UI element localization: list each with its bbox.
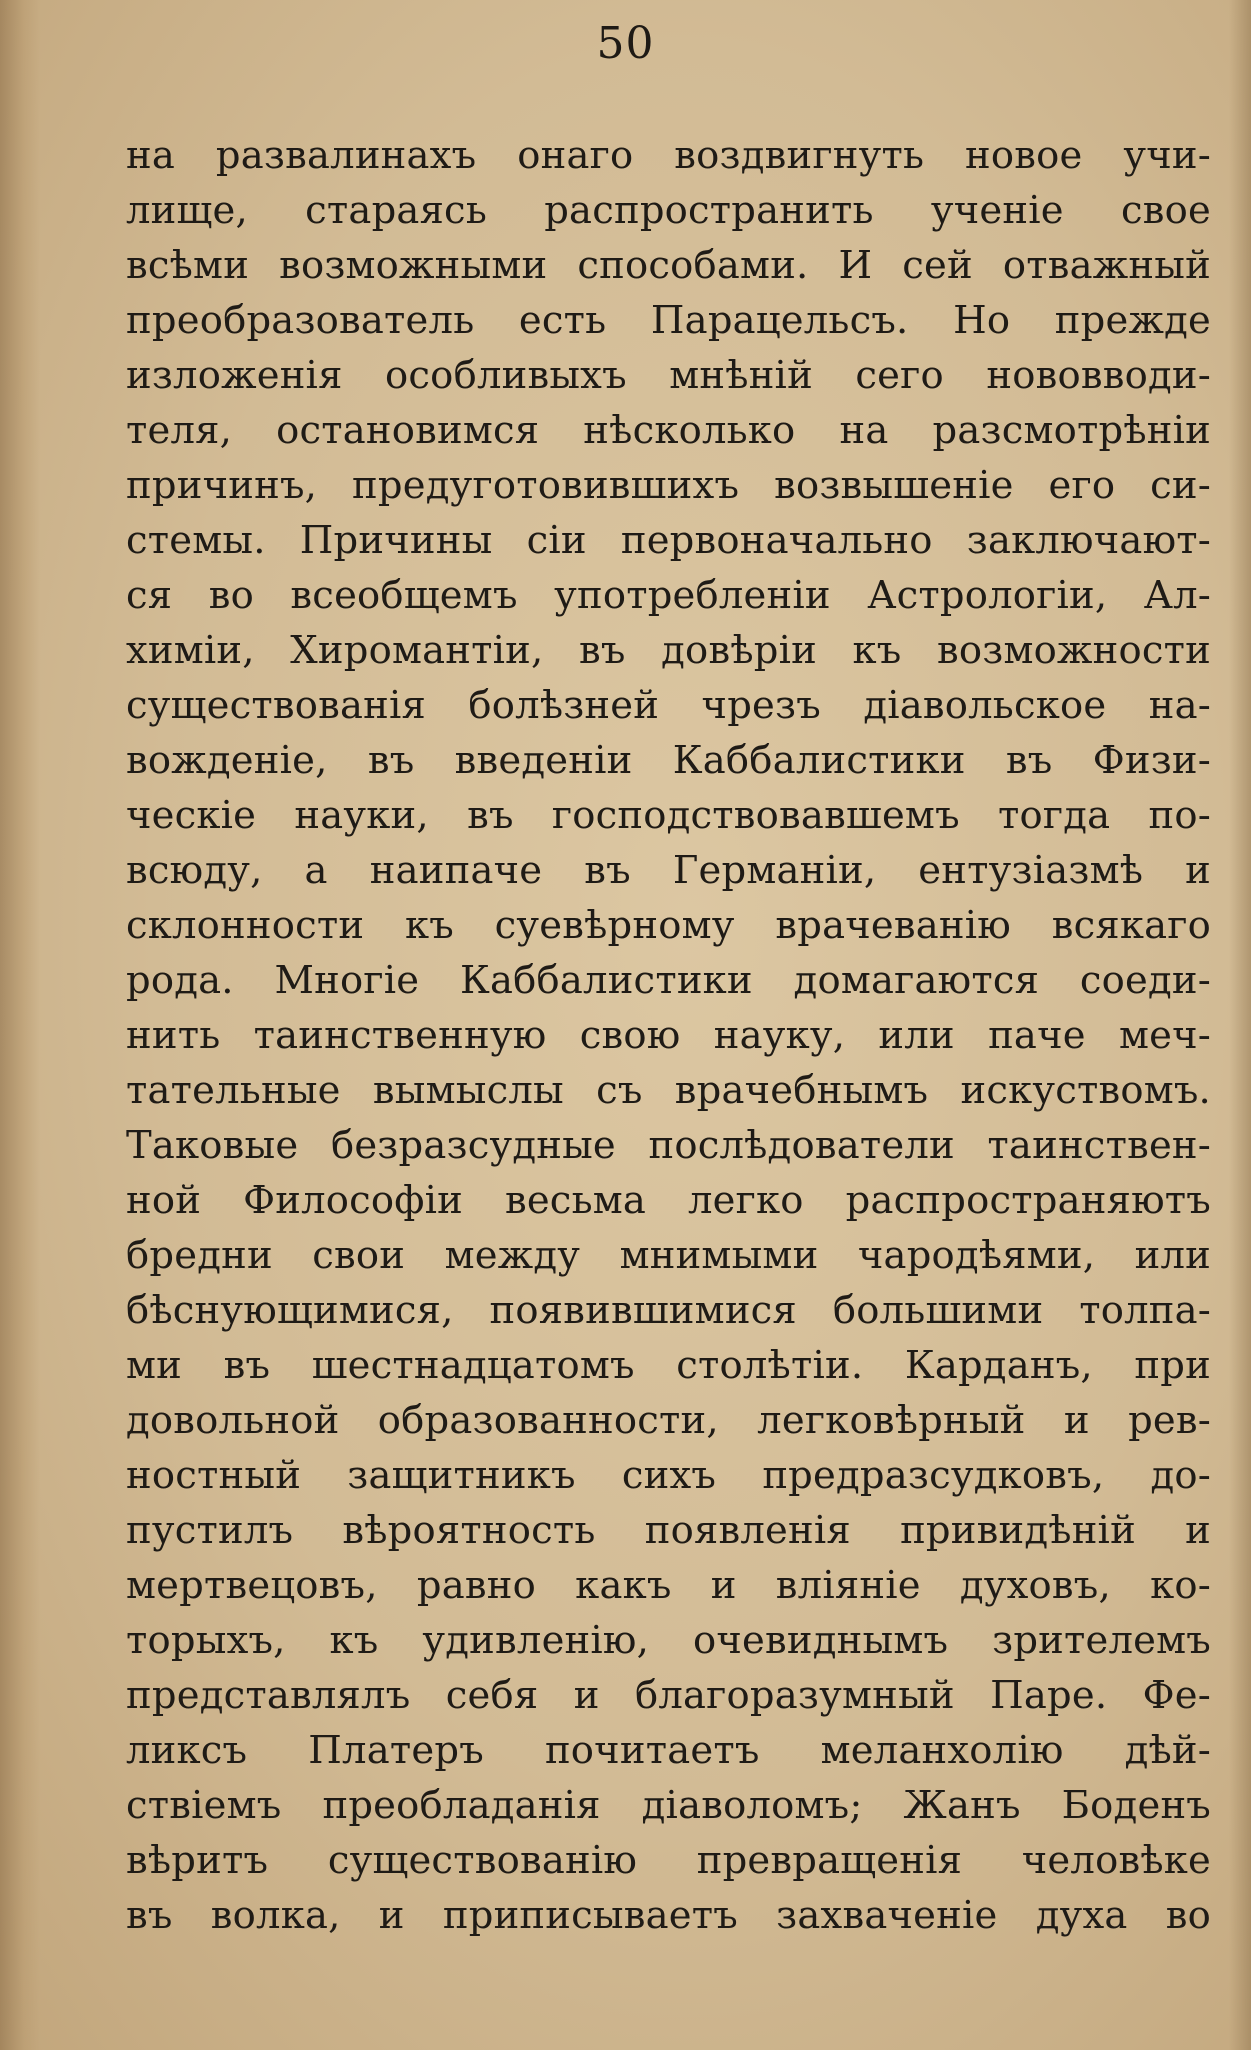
text-line: всюду, а наипаче въ Германіи, ентузіазмѣ и <box>126 848 1211 893</box>
text-line: причинъ, предуготовившихъ возвышеніе его си- <box>126 463 1211 508</box>
text-line: вожденіе, въ введеніи Каббалистики въ Физи- <box>126 738 1211 783</box>
text-line: Таковые безразсудные послѣдователи таинствен- <box>126 1123 1211 1168</box>
text-line: ностный защитникъ сихъ предразсудковъ, до- <box>126 1453 1211 1498</box>
text-line: въ волка, и приписываетъ захваченіе духа во <box>126 1893 1211 1938</box>
page-left-edge-shadow <box>0 0 40 2050</box>
text-line: существованія болѣзней чрезъ діавольское на- <box>126 683 1211 728</box>
text-line: химіи, Хиромантіи, въ довѣріи къ возможности <box>126 628 1211 673</box>
text-line: теля, остановимся нѣсколько на разсмотрѣніи <box>126 408 1211 453</box>
text-line: стемы. Причины сіи первоначально заключают- <box>126 518 1211 563</box>
text-line: рода. Многіе Каббалистики домагаются соеди- <box>126 958 1211 1003</box>
text-line: лище, стараясь распространить ученіе свое <box>126 188 1211 233</box>
text-line: представлялъ себя и благоразумный Паре. Фе- <box>126 1673 1211 1718</box>
page-right-edge-shadow <box>1229 0 1251 2050</box>
text-line: изложенія особливыхъ мнѣній сего нововводи- <box>126 353 1211 398</box>
text-line: торыхъ, къ удивленію, очевиднымъ зрителемъ <box>126 1618 1211 1663</box>
text-line: бѣснующимися, появившимися большими толпа- <box>126 1288 1211 1333</box>
text-line: ствіемъ преобладанія діаволомъ; Жанъ Боденъ <box>126 1783 1211 1828</box>
body-text <box>126 128 1211 1943</box>
text-line: всѣми возможными способами. И сей отважный <box>126 243 1211 288</box>
text-line: довольной образованности, легковѣрный и рев- <box>126 1398 1211 1443</box>
text-line: ся во всеобщемъ употребленіи Астрологіи, Ал- <box>126 573 1211 618</box>
text-line: на развалинахъ онаго воздвигнуть новое учи- <box>126 133 1211 178</box>
text-line: мертвецовъ, равно какъ и вліяніе духовъ, ко- <box>126 1563 1211 1608</box>
text-line: тательные вымыслы съ врачебнымъ искуствомъ. <box>126 1068 1211 1113</box>
text-line: вѣритъ существованію превращенія человѣке <box>126 1838 1211 1883</box>
text-line: бредни свои между мнимыми чародѣями, или <box>126 1233 1211 1278</box>
text-line: пустилъ вѣроятность появленія привидѣній и <box>126 1508 1211 1553</box>
text-line: ческіе науки, въ господствовавшемъ тогда по- <box>126 793 1211 838</box>
text-line: преобразователь есть Парацельсъ. Но прежде <box>126 298 1211 343</box>
text-line: склонности къ суевѣрному врачеванію всякаго <box>126 903 1211 948</box>
text-line: ми въ шестнадцатомъ столѣтіи. Карданъ, при <box>126 1343 1211 1388</box>
text-line: ликсъ Платеръ почитаетъ меланхолію дѣй- <box>126 1728 1211 1773</box>
text-line: ной Философіи весьма легко распространяютъ <box>126 1178 1211 1223</box>
page-number: 50 <box>596 18 655 69</box>
text-line: нить таинственную свою науку, или паче меч- <box>126 1013 1211 1058</box>
